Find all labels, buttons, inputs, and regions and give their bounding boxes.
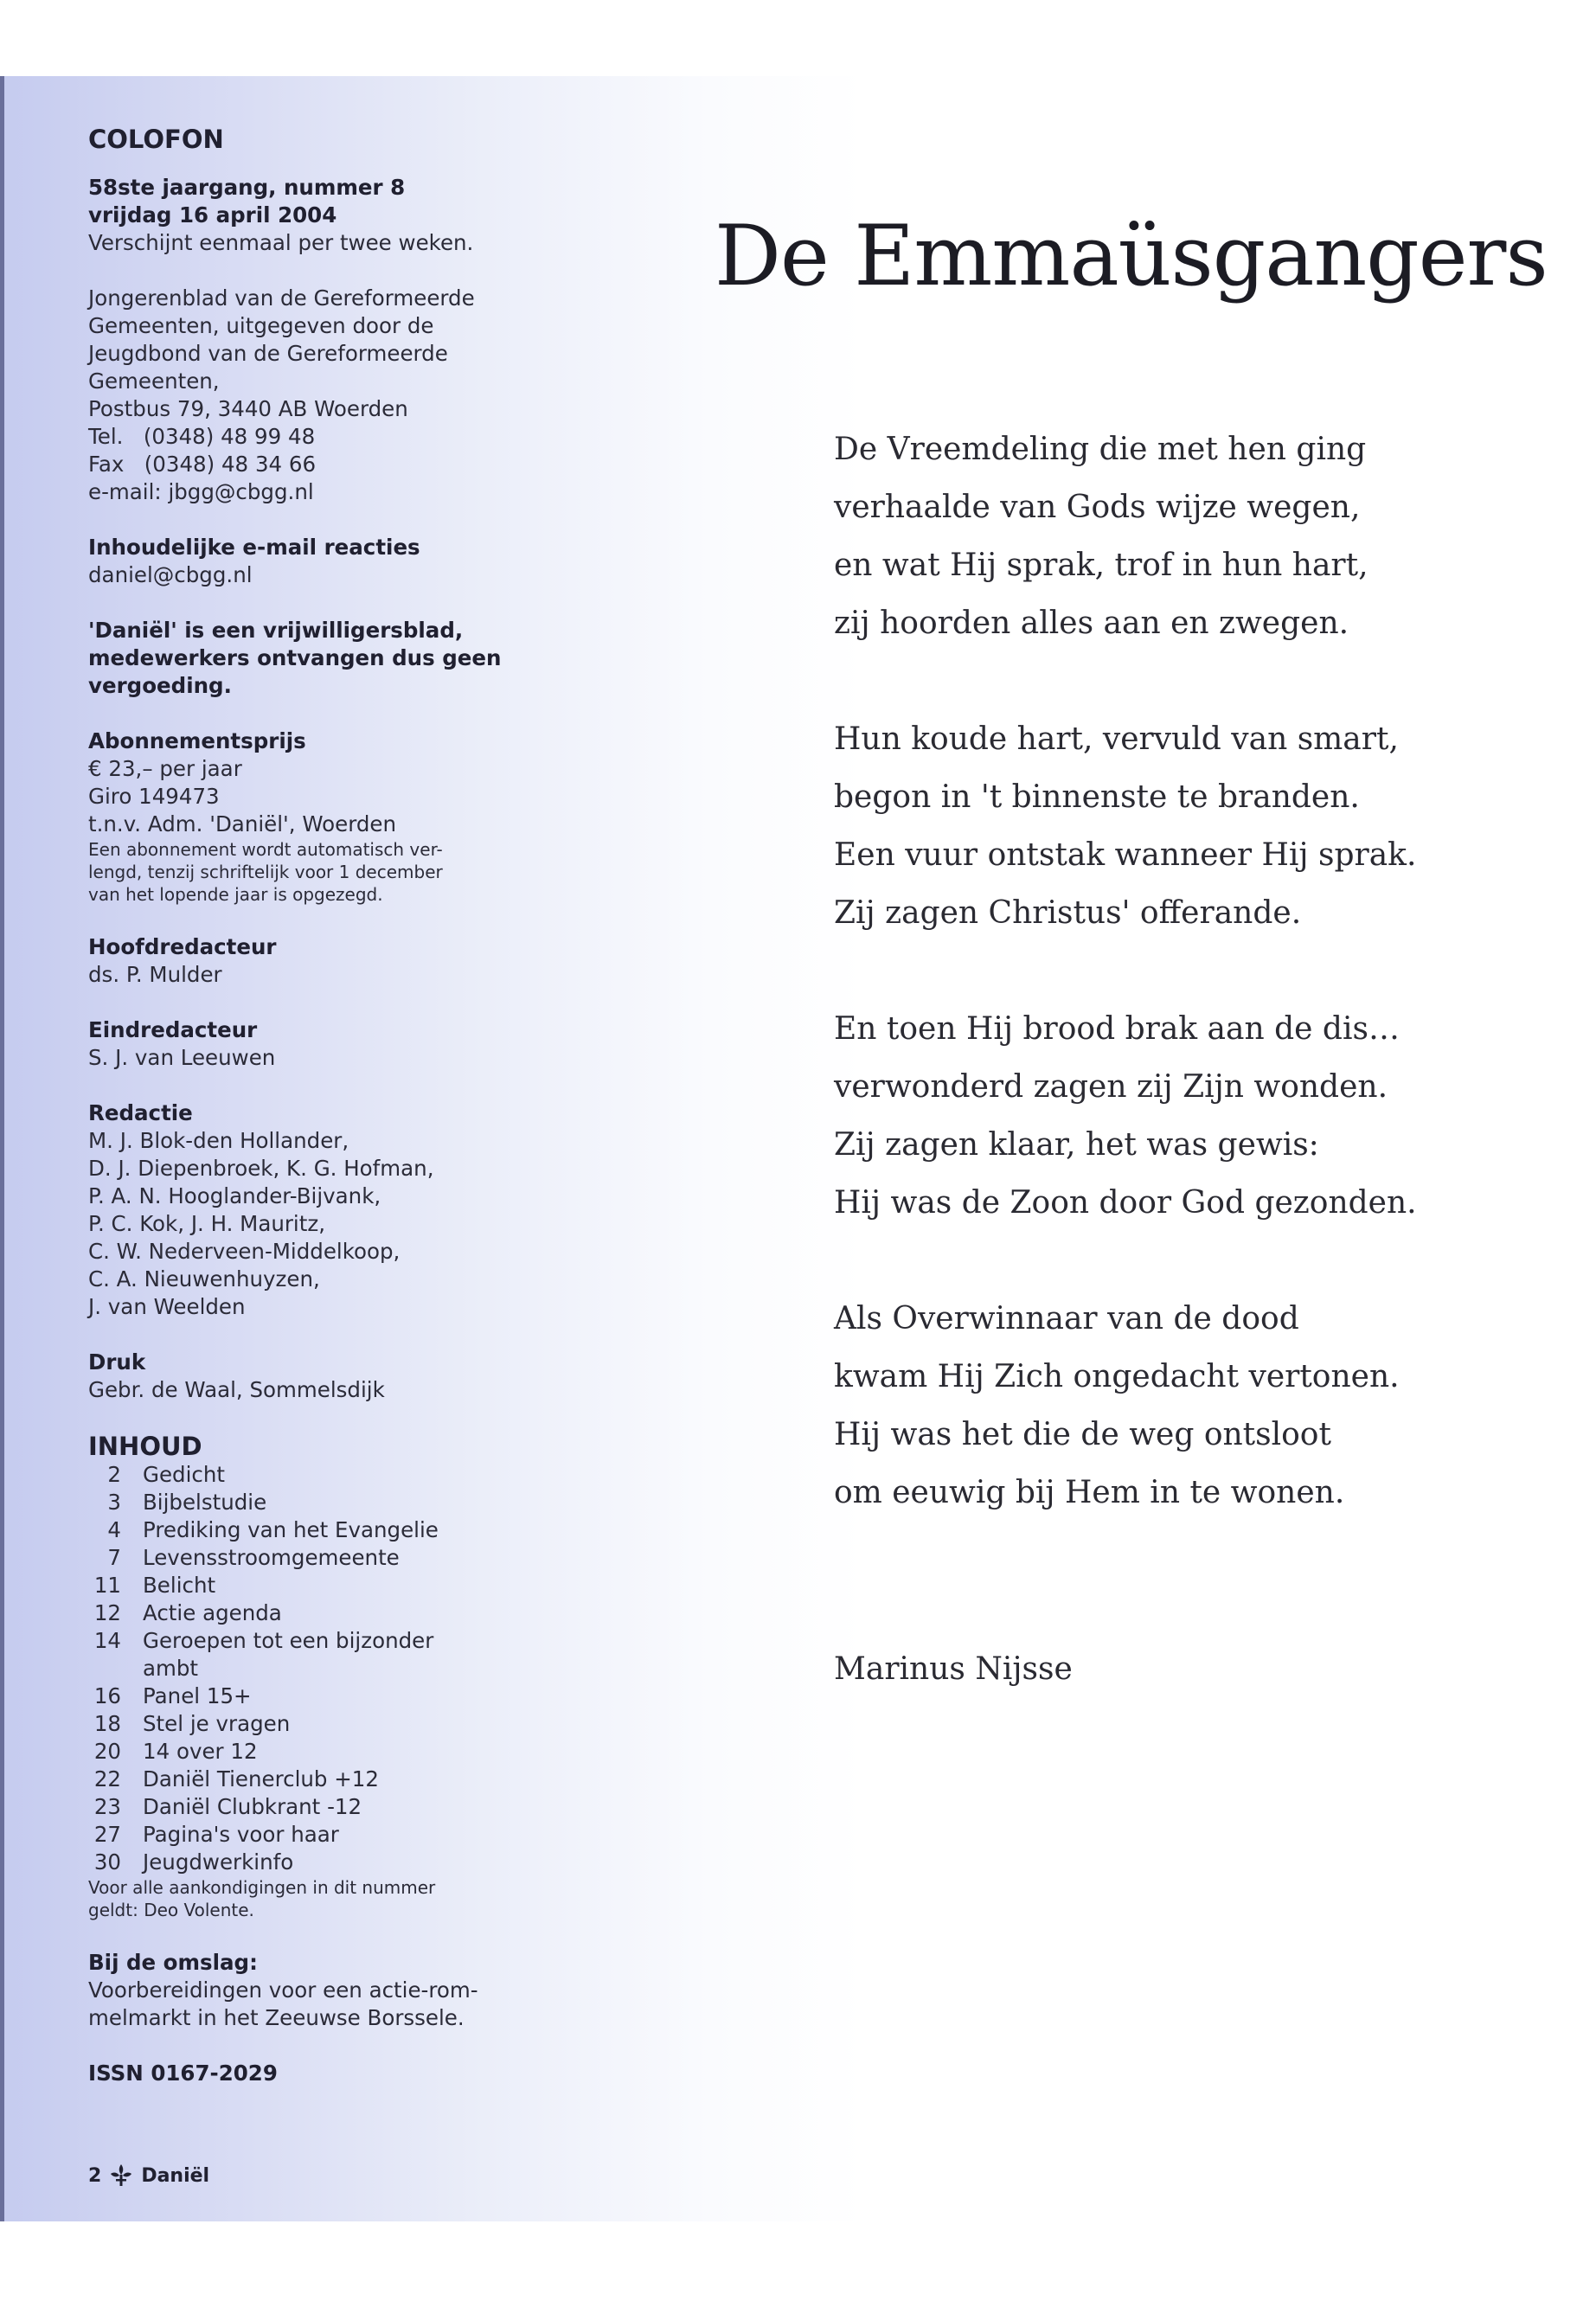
issue-frequency: Verschijnt eenmaal per twee weken.: [88, 230, 474, 255]
poem-line: Zij zagen klaar, het was gewis:: [834, 1127, 1319, 1163]
issue-date: vrijdag 16 april 2004: [88, 202, 337, 228]
redactie-member: C. W. Nederveen-Middelkoop,: [88, 1239, 401, 1264]
abonnement-note: Een abonnement wordt automatisch ver-: [88, 839, 443, 860]
abonnement-block: [88, 727, 495, 906]
eindredacteur-name: S. J. van Leeuwen: [88, 1045, 276, 1070]
poem-line: Zij zagen Christus' offerande.: [834, 895, 1302, 931]
inhoud-block: [88, 1432, 495, 1921]
toc-page: 22: [93, 1766, 121, 1791]
poem-line: Hij was de Zoon door God gezonden.: [834, 1185, 1417, 1221]
toc-item: [88, 1682, 495, 1710]
publisher-line: Jeugdbond van de Gereformeerde: [88, 341, 448, 366]
volunteer-line: vergoeding.: [88, 673, 232, 698]
poem-stanza: [834, 1000, 1417, 1232]
toc-item: [88, 1793, 495, 1821]
omslag-block: [88, 1949, 495, 2032]
toc-title: Panel 15+: [143, 1683, 252, 1708]
toc-item: [88, 1766, 495, 1793]
toc-page: 18: [93, 1711, 121, 1736]
publisher-line: Gemeenten,: [88, 369, 220, 394]
fleur-de-lis-icon: [108, 2163, 134, 2189]
poem-author: Marinus Nijsse: [834, 1651, 1073, 1687]
inhoud-heading: INHOUD: [88, 1432, 202, 1461]
toc-page: 3: [107, 1490, 121, 1515]
redactie-label: Redactie: [88, 1100, 193, 1125]
druk-label: Druk: [88, 1349, 146, 1375]
poem-line: Hun koude hart, vervuld van smart,: [834, 721, 1399, 757]
toc-item: [88, 1627, 495, 1655]
toc-title: Daniël Tienerclub +12: [143, 1766, 379, 1791]
redactie-member: D. J. Diepenbroek, K. G. Hofman,: [88, 1156, 434, 1181]
issn-block: [88, 2060, 495, 2087]
volunteer-line: medewerkers ontvangen dus geen: [88, 645, 502, 670]
abonnement-note: lengd, tenzij schriftelijk voor 1 december: [88, 862, 443, 882]
toc-page: 11: [93, 1573, 121, 1598]
toc-item: [88, 1489, 495, 1516]
redactie-block: [88, 1099, 495, 1321]
poem-stanza: [834, 420, 1417, 652]
poem-line: En toen Hij brood brak aan de dis…: [834, 1011, 1400, 1047]
poem-line: kwam Hij Zich ongedacht vertonen.: [834, 1359, 1400, 1394]
inhoud-note: Voor alle aankondigingen in dit nummer: [88, 1877, 436, 1898]
poem-line: zij hoorden alles aan en zwegen.: [834, 606, 1349, 641]
footer-page-number: 2: [88, 2164, 102, 2187]
toc-page: 30: [93, 1849, 121, 1875]
colofon-sidebar: [88, 125, 502, 2115]
abonnement-note: van het lopende jaar is opgezegd.: [88, 884, 383, 905]
abonnement-tnv: t.n.v. Adm. 'Daniël', Woerden: [88, 811, 396, 836]
reacties-block: [88, 534, 495, 589]
poem-line: De Vreemdeling die met hen ging: [834, 432, 1367, 467]
poem-line: Hij was het die de weg ontsloot: [834, 1417, 1331, 1452]
redactie-member: C. A. Nieuwenhuyzen,: [88, 1266, 320, 1292]
abonnement-price: € 23,– per jaar: [88, 756, 242, 781]
toc-item: [88, 1849, 495, 1876]
toc-title: Belicht: [143, 1573, 216, 1598]
poem-stanza: [834, 710, 1417, 942]
hoofdredacteur-block: [88, 933, 495, 989]
toc-title: Geroepen tot een bijzonder: [143, 1628, 434, 1653]
poem-line: om eeuwig bij Hem in te wonen.: [834, 1475, 1345, 1510]
abonnement-giro: Giro 149473: [88, 784, 220, 809]
druk-block: [88, 1349, 495, 1404]
toc-title: Jeugdwerkinfo: [143, 1849, 294, 1875]
toc-item: [88, 1821, 495, 1849]
publisher-fax: Fax (0348) 48 34 66: [88, 452, 317, 477]
poem-stanza: [834, 1290, 1417, 1522]
toc-title-continuation: ambt: [143, 1656, 199, 1681]
toc-item: [88, 1710, 495, 1738]
toc-title: Pagina's voor haar: [143, 1822, 339, 1847]
toc-item: [88, 1544, 495, 1572]
colofon-heading: COLOFON: [88, 125, 224, 154]
toc-page: 2: [107, 1462, 121, 1487]
redactie-member: P. A. N. Hooglander-Bijvank,: [88, 1183, 381, 1208]
toc-item: [88, 1516, 495, 1544]
publisher-email: e-mail: jbgg@cbgg.nl: [88, 479, 314, 504]
toc-page: 7: [107, 1545, 121, 1570]
abonnement-label: Abonnementsprijs: [88, 728, 306, 753]
reacties-email: daniel@cbgg.nl: [88, 562, 253, 587]
poem-title: De Emmaüsgangers: [715, 208, 1548, 304]
toc-title: Bijbelstudie: [143, 1490, 267, 1515]
toc-item: [88, 1572, 495, 1599]
toc-title: Gedicht: [143, 1462, 226, 1487]
toc-title: Stel je vragen: [143, 1711, 291, 1736]
omslag-label: Bij de omslag:: [88, 1950, 258, 1975]
page-footer: [88, 2163, 209, 2189]
redactie-member: J. van Weelden: [88, 1294, 246, 1319]
hoofdredacteur-name: ds. P. Mulder: [88, 962, 222, 987]
reacties-label: Inhoudelijke e-mail reacties: [88, 535, 420, 560]
toc-title: Levensstroomgemeente: [143, 1545, 400, 1570]
issn: ISSN 0167-2029: [88, 2061, 278, 2086]
toc-title: 14 over 12: [143, 1739, 258, 1764]
issue-volume: 58ste jaargang, nummer 8: [88, 175, 406, 200]
toc-page: 4: [107, 1517, 121, 1542]
poem-line: begon in 't binnenste te branden.: [834, 779, 1360, 815]
druk-name: Gebr. de Waal, Sommelsdijk: [88, 1377, 385, 1402]
page-edge: [0, 76, 4, 2221]
hoofdredacteur-label: Hoofdredacteur: [88, 934, 277, 959]
poem-line: Als Overwinnaar van de dood: [834, 1301, 1299, 1336]
omslag-line: melmarkt in het Zeeuwse Borssele.: [88, 2005, 465, 2030]
toc-page: 20: [93, 1739, 121, 1764]
publisher-line: Jongerenblad van de Gereformeerde: [88, 285, 475, 311]
toc-page: 12: [93, 1600, 121, 1625]
eindredacteur-block: [88, 1016, 495, 1072]
inhoud-note: geldt: Deo Volente.: [88, 1900, 254, 1920]
volunteer-line: 'Daniël' is een vrijwilligersblad,: [88, 618, 464, 643]
toc-title: Prediking van het Evangelie: [143, 1517, 439, 1542]
toc-page: 27: [93, 1822, 121, 1847]
volunteer-block: [88, 617, 502, 700]
toc-page: 16: [93, 1683, 121, 1708]
toc-page: 23: [93, 1794, 121, 1819]
toc-item: [88, 1461, 495, 1489]
poem-line: verhaalde van Gods wijze wegen,: [834, 490, 1361, 525]
toc-item: [88, 1738, 495, 1766]
toc-title: Daniël Clubkrant -12: [143, 1794, 362, 1819]
publisher-block: [88, 285, 495, 506]
footer-magazine-name: Daniël: [141, 2164, 210, 2187]
toc-item: [88, 1599, 495, 1627]
eindredacteur-label: Eindredacteur: [88, 1017, 258, 1042]
toc-title: Actie agenda: [143, 1600, 282, 1625]
issue-block: [88, 174, 495, 257]
toc-page: 14: [93, 1628, 121, 1653]
redactie-member: P. C. Kok, J. H. Mauritz,: [88, 1211, 325, 1236]
poem-body: [834, 420, 1417, 1580]
publisher-phone: Tel. (0348) 48 99 48: [88, 424, 316, 449]
redactie-member: M. J. Blok-den Hollander,: [88, 1128, 349, 1153]
poem-line: Een vuur ontstak wanneer Hij sprak.: [834, 837, 1417, 873]
poem-line: en wat Hij sprak, trof in hun hart,: [834, 548, 1368, 583]
omslag-line: Voorbereidingen voor een actie-rom-: [88, 1977, 478, 2003]
publisher-address: Postbus 79, 3440 AB Woerden: [88, 396, 408, 421]
poem-line: verwonderd zagen zij Zijn wonden.: [834, 1069, 1388, 1105]
publisher-line: Gemeenten, uitgegeven door de: [88, 313, 434, 338]
